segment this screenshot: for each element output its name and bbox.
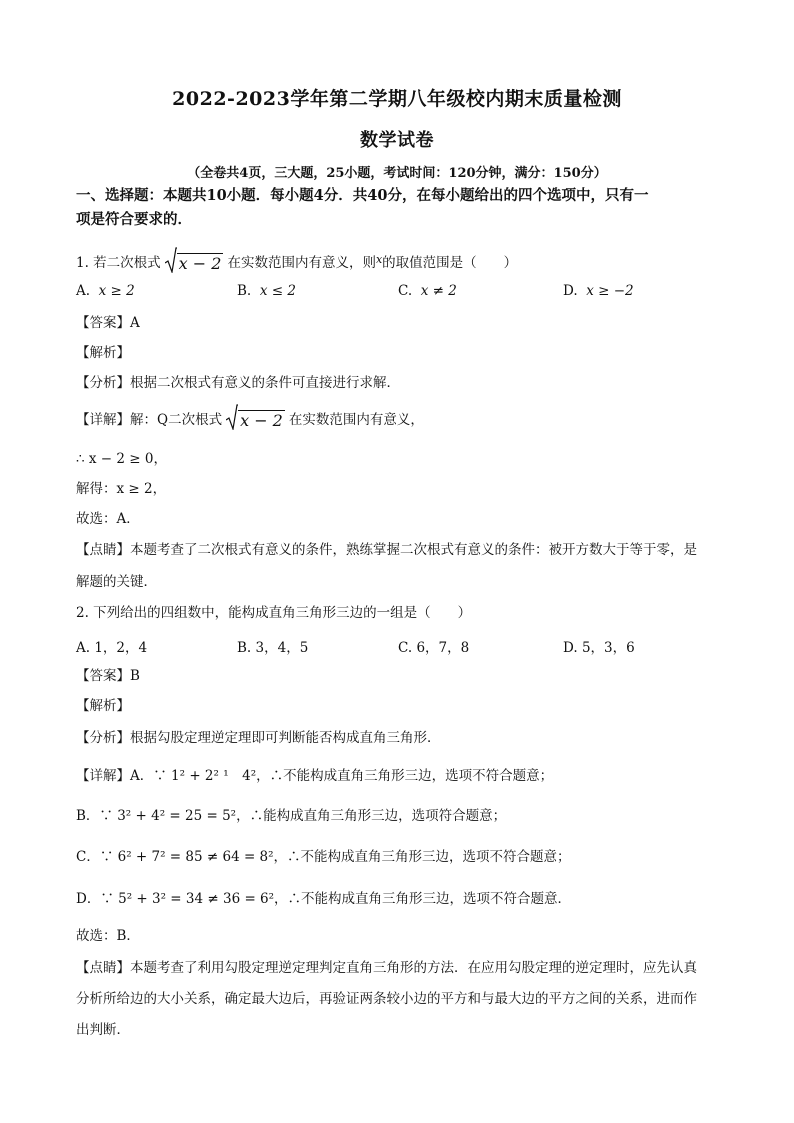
q1-detail xyxy=(76,410,726,431)
q1-stem-pre: 1. 若二次根式 xyxy=(76,255,161,271)
q2-option-a: A. 1，2，4 xyxy=(76,640,148,656)
q1-detail-pre: 【详解】解： xyxy=(76,412,157,428)
q2-dianjing-line3: 出判断． xyxy=(76,1022,130,1038)
q1-step1: ∴ x − 2 ≥ 0， xyxy=(76,451,167,467)
q1-step3: 故选：A． xyxy=(76,511,140,527)
q2-option-c: C. 6，7，8 xyxy=(398,640,470,656)
q2-dianjing-line2: 分析所给边的大小关系，确定最大边后，再验证两条较小边的平方和与最大边的平方之间的关系，进而作 xyxy=(76,991,697,1007)
q2-fenxi: 【分析】根据勾股定理逆定理即可判断能否构成直角三角形． xyxy=(76,730,441,746)
q1-detail-mid: Q二次根式 xyxy=(157,412,223,428)
section1-heading-line2: 项是符合要求的． xyxy=(76,211,192,228)
q1-radical xyxy=(165,253,224,274)
exam-info: （全卷共4页，三大题，25小题，考试时间：120分钟，满分：150分） xyxy=(187,166,607,181)
q1-option-a: A. x ≥ 2 xyxy=(76,283,135,299)
q1-fenxi: 【分析】根据二次根式有意义的条件可直接进行求解． xyxy=(76,375,400,391)
q1-jiexi: 【解析】 xyxy=(76,345,130,361)
q2-answer: 【答案】B xyxy=(76,668,140,684)
q1-option-b: B. x ≤ 2 xyxy=(237,283,296,299)
radical-sign-icon xyxy=(165,247,177,273)
q2-stem: 2. 下列给出的四组数中，能构成直角三角形三边的一组是（ ） xyxy=(76,605,472,621)
radical-sign-icon xyxy=(226,404,238,430)
q2-detail-d: D．∵ 5² + 3² = 34 ≠ 36 = 6²，∴不能构成直角三角形三边，选项不符合题意． xyxy=(76,891,572,907)
q1-stem xyxy=(76,250,726,274)
q2-detail-a: 【详解】A．∵ 1² + 2² ¹ 4²，∴不能构成直角三角形三边，选项不符合题意； xyxy=(76,768,554,784)
q1-stem-mid: 在实数范围内有意义，则 xyxy=(227,255,376,271)
q2-option-b: B. 3，4，5 xyxy=(237,640,309,656)
q1-detail-radical: x − 2 xyxy=(226,410,285,431)
q1-dianjing-line2: 解题的关键． xyxy=(76,574,157,590)
q1-var: x xyxy=(375,253,383,266)
section1-heading-line1: 一、选择题：本题共10小题．每小题4分．共40分，在每小题给出的四个选项中，只有一 xyxy=(76,187,649,204)
q1-option-c: C. x ≠ 2 xyxy=(398,283,457,299)
q2-jiexi: 【解析】 xyxy=(76,698,130,714)
q2-dianjing-line1: 【点睛】本题考查了利用勾股定理逆定理判定直角三角形的方法．在应用勾股定理的逆定理时，应先认真 xyxy=(76,960,697,976)
q1-stem-post: 的取值范围是（ ） xyxy=(382,255,518,271)
exam-subject: 数学试卷 xyxy=(360,130,434,151)
q1-step2: 解得：x ≥ 2， xyxy=(76,481,167,497)
q1-detail-post: 在实数范围内有意义， xyxy=(288,412,424,428)
q1-option-d: D. x ≥ −2 xyxy=(563,283,634,299)
q1-radicand: x − 2 xyxy=(178,254,222,273)
q1-answer: 【答案】A xyxy=(76,315,140,331)
q1-dianjing-line1: 【点睛】本题考查了二次根式有意义的条件，熟练掌握二次根式有意义的条件：被开方数大于等于零，是 xyxy=(76,542,697,558)
q2-final: 故选：B． xyxy=(76,928,140,944)
exam-title: 2022-2023学年第二学期八年级校内期末质量检测 xyxy=(172,88,622,110)
q2-detail-c: C．∵ 6² + 7² = 85 ≠ 64 = 8²，∴不能构成直角三角形三边，选项不符合题意； xyxy=(76,849,571,865)
q2-option-d: D. 5，3，6 xyxy=(563,640,635,656)
q2-detail-b: B．∵ 3² + 4² = 25 = 5²，∴能构成直角三角形三边，选项符合题意； xyxy=(76,808,507,824)
